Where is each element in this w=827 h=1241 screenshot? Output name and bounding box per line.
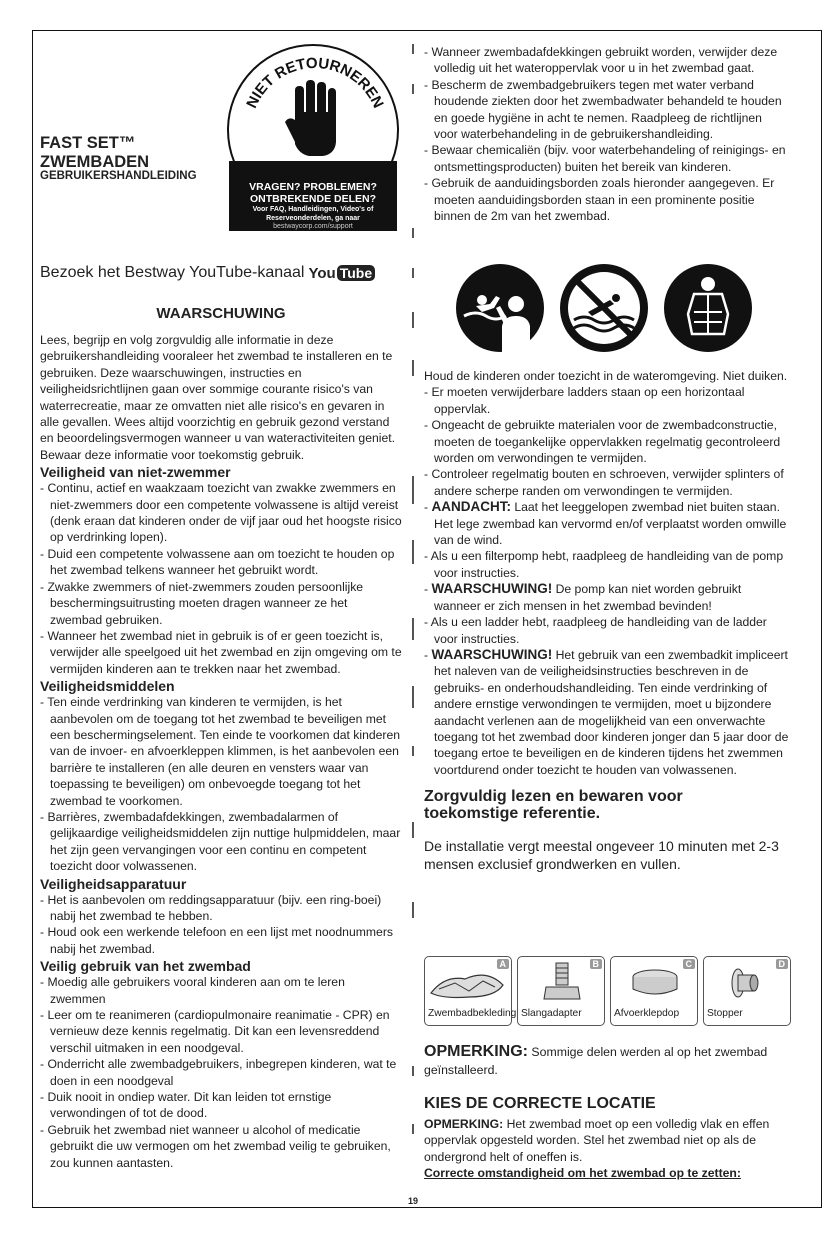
part-c: C Afvoerklepdop [610,956,698,1026]
supervise-children-icon [456,264,544,352]
drain-cap-icon [611,963,699,1003]
divider-mark [412,1066,414,1076]
list-item-text: - Als u een ladder hebt, raadpleeg de handleiding van de ladder voor instructies. [424,615,767,646]
divider-mark [412,44,414,54]
list-item-text: - Ongeacht de gebruikte materialen voor de zwembadconstructie, moeten de toegankelijke oppervlakken regelmatig gecontroleerd worden om verwondingen te vermijden. [424,418,781,466]
part-label: Afvoerklepdop [614,1008,680,1019]
safety-sections [40,464,402,1171]
list-item: - Onderricht alle zwembadgebruikers, inbegrepen kinderen, wat te doen in een noodgeval [40,1057,397,1088]
install-text: De installatie vergt meestal ongeveer 10 minuten met 2-3 mensen exclusief grondwerken en vullen. [424,838,779,873]
warning-heading: WAARSCHUWING [156,305,286,322]
youtube-text: Bezoek het Bestway YouTube-kanaal [40,264,305,281]
list-item-text: De pomp kan niet worden gebruikt wanneer er zich mensen in het zwembad bevinden! [434,582,742,613]
list-item: - Gebruik de aanduidingsborden zoals hieronder aangegeven. Er moeten aanduidingsborden staan in een prominente positie binnen de 2m van het zwembad. [424,176,775,224]
divider-mark [412,476,414,504]
list-item: - Gebruik het zwembad niet wanneer u alcohol of medicatie gebruikt die uw vermogen om het zwembad veilig te gebruiken, zou kunnen aantasten. [40,1122,391,1170]
hose-adapter-icon [518,963,606,1003]
manual-subtitle: GEBRUIKERSHANDLEIDING [40,170,197,182]
part-a: A Zwembadbekleding [424,956,512,1026]
badge-small-1: Voor FAQ, Handleidingen, Video's of [252,206,374,213]
list-item: - Leer om te reanimeren (cardiopulmonaire reanimatie - CPR) en vernieuw deze kennis regelmatig. Dit kan een levensreddend verschil uitmaken in een noodgeval. [40,1008,390,1055]
stopper-icon [704,963,792,1003]
list-item [424,384,789,417]
list-item: - Bescherm de zwembadgebruikers tegen met water verband houdende ziekten door het zwembadwater behandeld te houden en goede hygiëne in acht te nemen. Raadpleeg de richtlijnen voor waterbehandeling in de gebruikershandleiding. [424,77,782,142]
divider-mark [412,686,414,708]
divider-mark [412,268,414,278]
life-vest-icon [664,264,752,352]
divider-mark [412,312,414,328]
badge-small-2: Reserveonderdelen, ga naar [266,215,360,222]
part-b: B Slangadapter [517,956,605,1026]
note-text: Sommige delen werden al op het zwembad geïnstalleerd. [424,1045,768,1077]
badge-questions-2: ONTBREKENDE DELEN? [249,193,376,205]
section-heading: Veiligheidsapparatuur [40,875,187,892]
divider-mark [412,84,414,94]
list-item: - Zwakke zwemmers of niet-zwemmers zouden persoonlijke beschermingsuitrusting moeten dragen wanneer ze het zwembad gebruiken. [40,579,364,627]
no-diving-icon [560,264,648,352]
list-item: - Continu, actief en waakzaam toezicht van zwakke zwemmers en niet-zwemmers door een competente volwassene is altijd vereist (denk eraan dat kinderen onder de vijf jaar oud het hoogste risico op verdrinking lopen). [40,481,402,545]
list-item [424,417,789,466]
right-middle [424,368,789,873]
list-item-text: - Er moeten verwijderbare ladders staan op een horizontaal oppervlak. [424,385,745,416]
supervise-intro: Houd de kinderen onder toezicht in de wateromgeving. Niet duiken. [424,369,788,383]
list-item [424,466,789,499]
location-heading: KIES DE CORRECTE LOCATIE [424,1095,656,1112]
list-item: - AANDACHT: Laat het leeggelopen zwembad niet buiten staan. Het lege zwembad kan vervormd en/of verplaatst worden omwille van de wind. [424,499,787,548]
reference-heading: Zorgvuldig lezen en bewaren voor toekomstige referentie. [424,788,683,823]
list-item: - WAARSCHUWING! Het gebruik van een zwembadkit impliceert het naleven van de veiligheidsinstructies beschreven in de gebruiks- en onderhoudshandleiding. Ten einde verdrinking of andere ernstige verwondingen te vermijden, moet u bijzondere aandacht verlenen aan de mogelijkheid van een onverwachte toegang tot het zwembad door kinderen jonger dan 5 jaar door de toegang ertoe te beveiligen en de kinderen tijdens het zwemmen voortdurend onder toezicht te houden van volwassenen. [424,646,789,777]
list-item: - Het is aanbevolen om reddingsapparatuur (bijv. een ring-boei) nabij het zwembad te hebben. [40,892,382,923]
list-item-text: Laat het leeggelopen zwembad niet buiten staan. Het lege zwembad kan vervormd en/of verplaatst worden omwille van de wind. [434,500,787,548]
list-item: - Houd ook een werkende telefoon en een lijst met noodnummers nabij het zwembad. [40,925,393,956]
divider-mark [412,618,414,640]
list-item-text: Het gebruik van een zwembadkit impliceert het naleven van de veiligheidsinstructies beschreven in de gebruiks- en onderhoudshandleiding. Ten einde verdrinking of andere ernstige verwondingen te vermijden, moet u bijzondere aandacht verlenen aan de mogelijkheid van een onverwachte toegang tot het zwembad door kinderen jonger dan 5 jaar door de toegang ertoe te beveiligen en de kinderen tijdens het zwemmen voortdurend onder toezicht te houden van volwassenen. [434,647,789,777]
left-column [40,332,402,1171]
pool-liner-icon [425,963,513,1003]
part-d: D Stopper [703,956,791,1026]
youtube-logo-icon[interactable]: You Tube [308,265,375,282]
location-note: OPMERKING: Het zwembad moet op een volledig vlak en effen oppervlak opgesteld worden. Stel het zwembad niet op als de ondergrond helt of oneffen is. [424,1117,770,1164]
parts-list [424,956,791,1026]
list-item [424,548,789,581]
list-item: - Wanneer het zwembad niet in gebruik is of er geen toezicht is, verwijder alle speelgoed uit het zwembad en zijn omgeving om te vermijden kinderen aan te trekken naar het zwembad. [40,628,402,676]
section-heading: Veilig gebruik van het zwembad [40,958,251,975]
part-label: Zwembadbekleding [428,1008,517,1019]
emphasis-label: AANDACHT: [431,499,511,515]
list-item: - Duid een competente volwassene aan om toezicht te houden op het zwembad telkens wanneer het gebruikt wordt. [40,546,395,578]
safety-sign-icons [456,264,752,352]
parts-note [424,1043,789,1079]
divider-mark [412,540,414,564]
right-top-list [424,44,789,224]
manual-title: FAST SET™ ZWEMBADEN [40,134,150,171]
list-item [424,614,789,647]
list-item: - Ten einde verdrinking van kinderen te vermijden, is het aanbevolen om de toegang tot het zwembad te beveiligen met een beschermingselement. Ten einde te voorkomen dat kinderen van de invoer- en afvoerkleppen klimmen, is het aanbevolen een barrière te installeren (en alle deuren en vensters waar van toepassing te beveiligen) om onbevoegde toegang tot het zwembad te voorkomen. [40,695,401,808]
location-section [424,1095,789,1182]
section-heading: Veiligheid van niet-zwemmer [40,464,231,481]
divider-mark [412,902,414,918]
emphasis-label: WAARSCHUWING! [431,581,553,597]
badge-arc-text: NIET RETOURNEREN [243,54,387,111]
divider-mark [412,1124,414,1134]
list-item: - Wanneer zwembadafdekkingen gebruikt worden, verwijder deze volledig uit het wateroppervlak voor u in het zwembad gaat. [424,45,778,76]
part-label: Stopper [707,1008,743,1019]
badge-band [229,161,397,231]
stop-hand-icon [285,80,336,156]
badge-questions-1: VRAGEN? PROBLEMEN? [249,181,377,193]
warning-intro: Lees, begrijp en volg zorgvuldig alle informatie in deze gebruikershandleiding vooraleer het zwembad te installeren en te gebruiken. Deze waarschuwingen, instructies en veiligheidsrichtlijnen gaan over sommige courante risico's van waterrecreatie, maar ze omvatten niet alle risico's en gevaren in alle gevallen. Wees altijd voorzichtig en gebruik gezond verstand en beoordelingsvermogen wanneer u van wateractiviteiten geniet. Bewaar deze informatie voor toekomstig gebruik. [40,333,396,462]
divider-mark [412,228,414,238]
page-number: 19 [408,1196,419,1206]
section-heading: Veiligheidsmiddelen [40,678,175,695]
list-item: - Bewaar chemicaliën (bijv. voor waterbehandeling of reinigings- en ontsmettingsproducten) buiten het bereik van kinderen. [424,143,786,174]
list-item-text: - Controleer regelmatig bouten en schroeven, verwijder splinters of andere scherpe randen om verwondingen te vermijden. [424,467,784,498]
divider-mark [412,746,414,756]
do-not-return-badge [227,44,399,230]
note-title: OPMERKING: [424,1043,528,1060]
list-item: - Duik nooit in ondiep water. Dit kan leiden tot ernstige verwondingen of tot de dood. [40,1090,332,1121]
divider-mark [412,822,414,838]
part-label: Slangadapter [521,1008,582,1019]
list-item: - Moedig alle gebruikers vooral kinderen aan om te leren zwemmen [40,975,345,1006]
correct-condition-label: Correcte omstandigheid om het zwembad op te zetten: [424,1166,741,1181]
youtube-line [40,264,375,282]
divider-mark [412,360,414,376]
badge-url[interactable]: bestwaycorp.com/support [273,223,353,230]
emphasis-label: WAARSCHUWING! [431,646,553,662]
list-item-text: - Als u een filterpomp hebt, raadpleeg de handleiding van de pomp voor instructies. [424,549,784,580]
list-item: - Barrières, zwembadafdekkingen, zwembadalarmen of gelijkaardige veiligheidsmiddelen zijn nuttige hulpmiddelen, maar het zijn geen vervangingen voor een continu en competent toezicht door volwassenen. [40,809,401,874]
list-item: - WAARSCHUWING! De pomp kan niet worden gebruikt wanneer er zich mensen in het zwembad bevinden! [424,581,742,613]
